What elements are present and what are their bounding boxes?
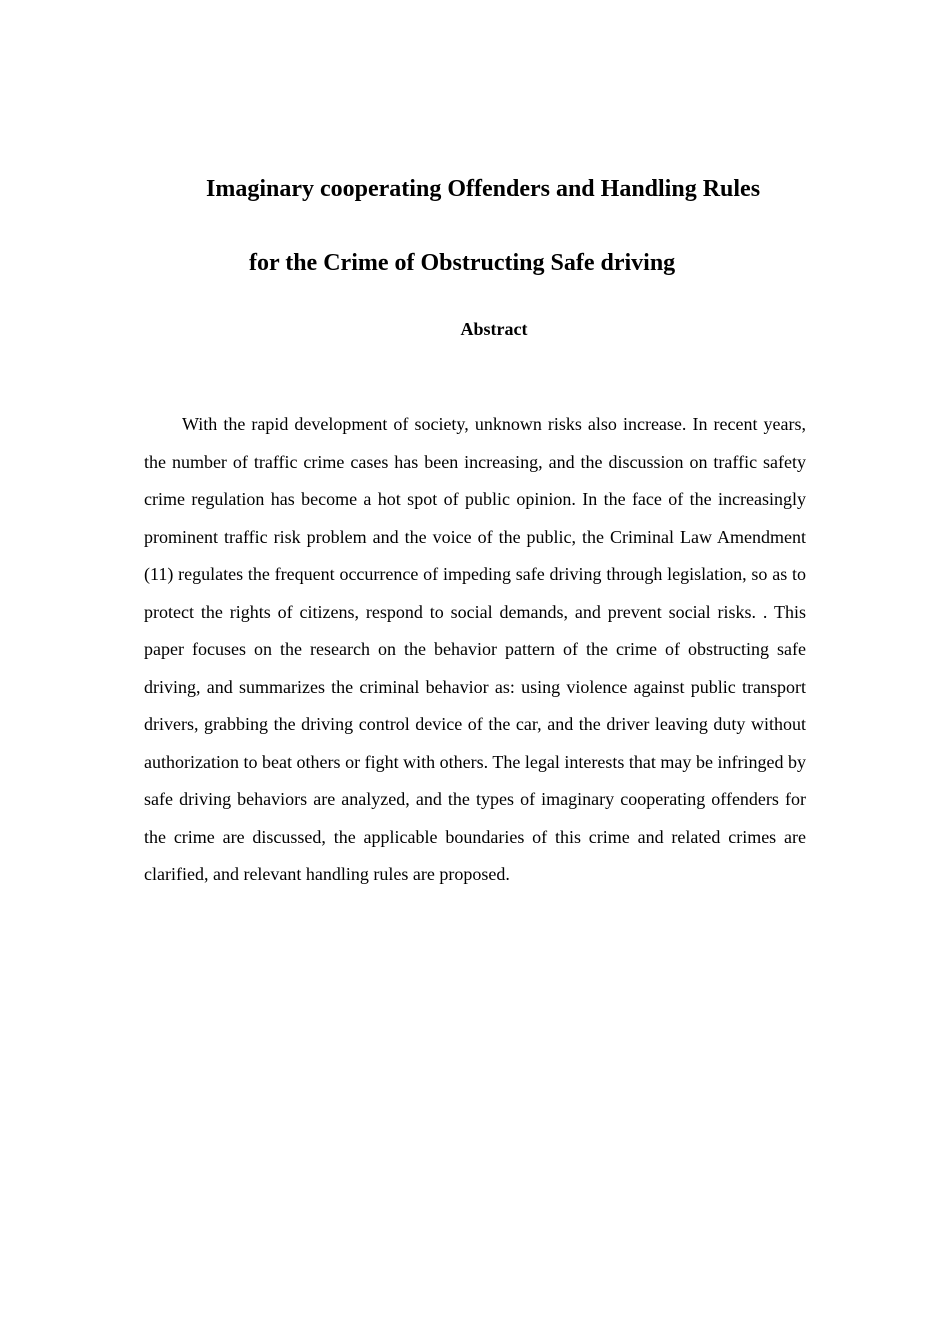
title-line-2: for the Crime of Obstructing Safe driving <box>249 250 676 276</box>
title-line-1: Imaginary cooperating Offenders and Handling Rules <box>206 176 761 202</box>
abstract-paragraph: With the rapid development of society, unknown risks also increase. In recent years, the number of traffic crime cases has been increasing, and the discussion on traffic safety crime regulation has become a hot spot of public opinion. In the face of the increasingly prominent traffic risk problem and the voice of the public, the Criminal Law Amendment (11) regulates the frequent occurrence of impeding safe driving through legislation, so as to protect the rights of citizens, respond to social demands, and prevent social risks. . This paper focuses on the research on the behavior pattern of the crime of obstructing safe driving, and summarizes the criminal behavior as: using violence against public transport drivers, grabbing the driving control device of the car, and the driver leaving duty without authorization to beat others or fight with others. The legal interests that may be infringed by safe driving behaviors are analyzed, and the types of imaginary cooperating offenders for the crime are discussed, the applicable boundaries of this crime and related crimes are clarified, and relevant handling rules are proposed. <box>144 414 806 884</box>
abstract-heading: Abstract <box>460 319 528 339</box>
